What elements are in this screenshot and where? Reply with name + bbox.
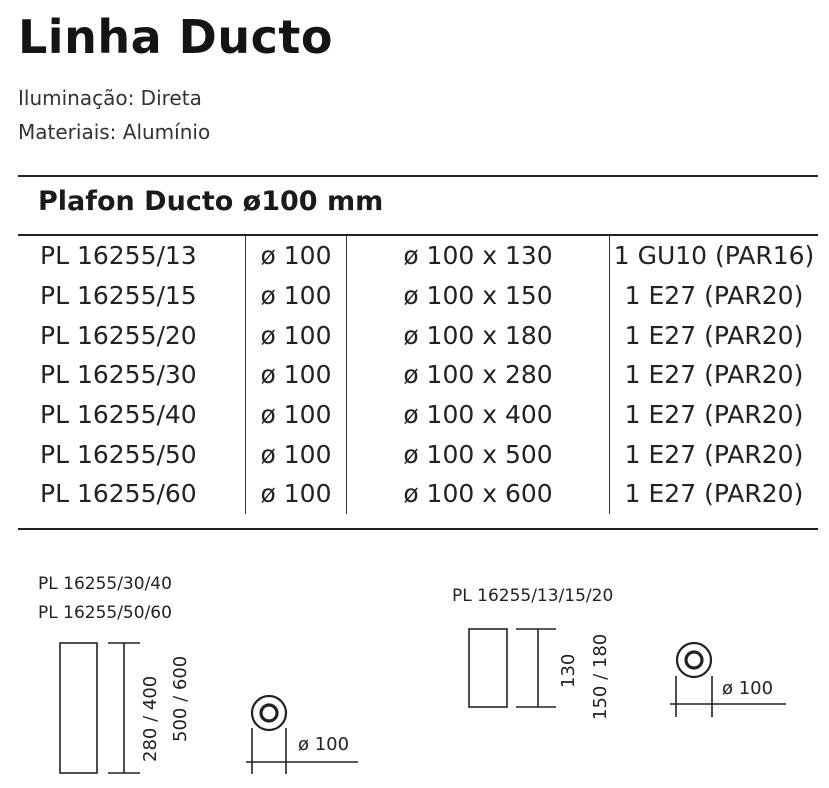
cell-dimensions: ø 100 x 400 <box>347 395 610 435</box>
left-drawing-label-2: PL 16255/50/60 <box>38 603 172 623</box>
right-height-label-a: 130 <box>558 653 579 688</box>
cell-dimensions: ø 100 x 500 <box>347 434 610 474</box>
cell-model-code: PL 16255/20 <box>40 320 197 350</box>
cell-model-code: PL 16255/40 <box>40 400 197 430</box>
left-diameter-label: ø 100 <box>298 734 350 755</box>
section-title: Plafon Ducto ø100 mm <box>38 186 384 217</box>
cell-diameter: ø 100 <box>246 474 347 514</box>
cell-model-code: PL 16255/60 <box>40 479 197 509</box>
cell-dimensions: ø 100 x 180 <box>347 315 610 355</box>
left-height-dimension <box>108 643 140 773</box>
cell-model-code: PL 16255/15 <box>40 281 197 311</box>
right-height-label-b: 150 / 180 <box>590 633 611 720</box>
lighting-spec: Iluminação: Direta <box>18 86 202 110</box>
cell-dimensions: ø 100 x 150 <box>347 276 610 316</box>
cell-diameter: ø 100 <box>246 276 347 316</box>
left-height-label-a: 280 / 400 <box>140 675 161 762</box>
right-top-view-icon <box>677 643 711 677</box>
right-diameter-dimension <box>670 676 786 717</box>
cell-lamp: 1 E27 (PAR20) <box>610 395 819 435</box>
right-diameter-label: ø 100 <box>722 678 774 699</box>
cell-dimensions: ø 100 x 130 <box>347 236 610 276</box>
cell-lamp: 1 E27 (PAR20) <box>610 276 819 316</box>
cell-lamp: 1 GU10 (PAR16) <box>610 236 819 276</box>
cell-dimensions: ø 100 x 600 <box>347 474 610 514</box>
left-diameter-dimension <box>246 728 358 774</box>
cell-dimensions: ø 100 x 280 <box>347 355 610 395</box>
page-title: Linha Ducto <box>18 10 333 64</box>
cell-model-code: PL 16255/50 <box>40 439 197 469</box>
cell-lamp: 1 E27 (PAR20) <box>610 474 819 514</box>
cell-diameter: ø 100 <box>246 434 347 474</box>
cell-diameter: ø 100 <box>246 315 347 355</box>
left-cylinder-side-view <box>60 643 97 773</box>
cell-diameter: ø 100 <box>246 355 347 395</box>
cell-diameter: ø 100 <box>246 395 347 435</box>
cell-lamp: 1 E27 (PAR20) <box>610 434 819 474</box>
cell-diameter: ø 100 <box>246 236 347 276</box>
cell-lamp: 1 E27 (PAR20) <box>610 315 819 355</box>
cell-model-code: PL 16255/30 <box>40 360 197 390</box>
right-cylinder-side-view <box>469 629 507 707</box>
left-drawing-label-1: PL 16255/30/40 <box>38 574 172 594</box>
left-height-label-b: 500 / 600 <box>170 655 191 742</box>
cell-lamp: 1 E27 (PAR20) <box>610 355 819 395</box>
materials-spec: Materiais: Alumínio <box>18 120 211 144</box>
right-height-dimension <box>516 629 556 707</box>
right-drawing-label: PL 16255/13/15/20 <box>452 586 614 606</box>
cell-model-code: PL 16255/13 <box>40 241 197 271</box>
left-top-view-icon <box>252 696 286 730</box>
